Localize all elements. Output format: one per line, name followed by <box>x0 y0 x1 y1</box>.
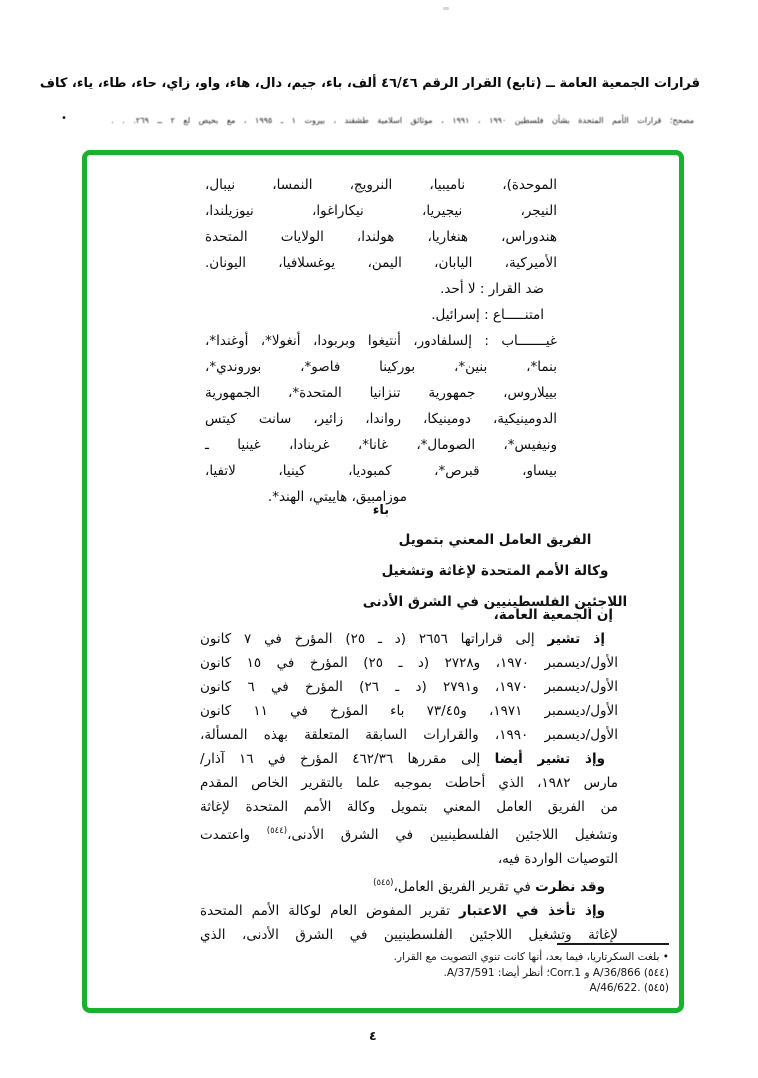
paragraph-lead: وإذ تأخذ في الاعتبار <box>458 903 605 919</box>
paragraph-line <box>200 871 618 899</box>
paragraph-text: إلى مقررها ٤٦٢/٣٦ المؤرخ في ١٦ آذار/ <box>200 751 481 767</box>
absent-label: غيـــــــاب <box>501 333 557 349</box>
in-favour-line: الموحدة)، ناميبيا، النرويج، النمسا، نيبال، <box>205 177 557 193</box>
in-favour-line: الأميركية، اليابان، اليمن، يوغسلافيا، اليونان. <box>205 255 557 271</box>
section-heading-line: الفريق العامل المعني بتمويل <box>398 532 592 548</box>
paragraph-text: تقرير المفوض العام لوكالة الأمم المتحدة <box>200 903 450 919</box>
section-letter: باء <box>372 503 390 518</box>
abstain-line: امتنـــــاع : إسرائيل. <box>431 307 544 323</box>
section-heading <box>350 525 640 618</box>
absent-line: بنما*، بنين*، بوركينا فاصو*، بوروندي*، <box>205 359 557 375</box>
absent-countries: إلسلفادور، أنتيغوا وبربودا، أنغولا*، أوغندا*، <box>205 333 472 349</box>
in-favour-line: النيجر، نيجيريا، نيكاراغوا، نيوزيلندا، <box>205 203 557 219</box>
footnotes-block <box>239 950 669 997</box>
footnote-secretariat: • بلغت السكرتاريا، فيما بعد، أنها كانت تنوي التصويت مع القرار. <box>393 951 669 963</box>
paragraph-line: الأول/ديسمبر ١٩٩٠، والقرارات السابقة المتعلقة بهذه المسألة، <box>200 727 618 743</box>
paragraph-text: واعتمدت <box>200 827 250 843</box>
absent-line <box>205 328 557 354</box>
vote-results-block <box>205 172 557 510</box>
against-line: ضد القرار : لا أحد. <box>440 281 544 297</box>
opening-line: إن الجمعية العامة، <box>493 607 613 623</box>
green-frame <box>82 150 684 1013</box>
absent-line: ونيفيس*، الصومال*، غانا*، غرينادا، غينيا ـ <box>205 437 557 453</box>
footnote-545: (٥٤٥) A/46/622.‎ <box>589 982 669 994</box>
paragraph-line: من الفريق العامل المعني بتمويل وكالة الأمم المتحدة لإغاثة <box>200 799 618 815</box>
absent-line: موزامبيق، هاييتي، الهند*. <box>267 489 407 505</box>
section-heading-line: اللاجئين الفلسطينيين في الشرق الأدنى <box>362 594 628 610</box>
paragraph-lead: إذ تشير <box>547 631 605 647</box>
paragraph-lead: وقد نظرت <box>535 879 605 895</box>
resolution-paragraphs <box>200 627 618 947</box>
paragraph-line <box>200 899 618 923</box>
paragraph-line: الأول/ديسمبر ١٩٧٠، و٢٧٢٨ (د ـ ٢٥) المؤرخ في ١٥ كانون <box>200 655 618 671</box>
paragraph-line: الأول/ديسمبر ١٩٧٠، و٢٧٩١ (د ـ ٢٦) المؤرخ في ٦ كانون <box>200 679 618 695</box>
paragraph-line: لإغاثة وتشغيل اللاجئين الفلسطينيين في الشرق الأدنى، الذي <box>200 927 618 943</box>
paragraph-line <box>200 747 618 771</box>
margin-dot: • <box>61 113 67 124</box>
paragraph-text: في تقرير الفريق العامل، <box>393 879 531 895</box>
frame-content <box>87 155 679 1008</box>
footnote-separator <box>557 943 669 945</box>
paragraph-line: مارس ١٩٨٢، الذي أحاطت بموجبه علما بالتقرير الخاص المقدم <box>200 775 618 791</box>
absent-line: الدومينيكية، دومينيكا، رواندا، زائير، سانت كيتس <box>205 411 557 427</box>
paragraph-line: التوصيات الواردة فيه، <box>497 851 618 867</box>
paragraph-lead: وإذ تشير أيضا <box>494 751 605 767</box>
footnote-ref-544: (٥٤٤) <box>266 826 288 836</box>
absent-separator: : <box>484 333 489 349</box>
header-microprint-note: مصحح؛ قرارات الأمم المتحدة بشأن فلسطين ١٩٩٠ ، ١٩٩١ ، موثائق اسلامية طشقند ، بيروت ١ ـ ١٩٩٥ ، مع بحيص لع ٢ ــ ٢٦٩. . . <box>111 116 694 125</box>
page-number: ٤ <box>369 1028 377 1043</box>
footnote-ref-545: (٥٤٥) <box>373 878 394 888</box>
absent-line: بيساو، قبرص*، كمبوديا، كينيا، لاتفيا، <box>205 463 557 479</box>
paragraph-text: وتشغيل اللاجئين الفلسطينيين في الشرق الأدنى، <box>287 827 618 843</box>
scan-speck <box>443 7 449 10</box>
paragraph-line <box>200 627 618 651</box>
page-title: قرارات الجمعية العامة ــ (تابع) القرار الرقم ٤٦/٤٦ ألف، باء، جيم، دال، هاء، واو، زاي، حاء، طاء، ياء، كاف <box>39 76 700 91</box>
section-heading-line: وكالة الأمم المتحدة لإغاثة وتشغيل <box>381 563 609 579</box>
in-favour-line: هندوراس، هنغاريا، هولندا، الولايات المتحدة <box>205 229 557 245</box>
paragraph-line <box>200 819 618 847</box>
paragraph-line: الأول/ديسمبر ١٩٧١، و٧٣/٤٥ باء المؤرخ في ١١ كانون <box>200 703 619 719</box>
paragraph-text: إلى قراراتها ٢٦٥٦ (د ـ ٢٥) المؤرخ في ٧ كانون <box>200 631 535 647</box>
absent-line: بييلاروس، جمهورية تنزانيا المتحدة*، الجمهورية <box>205 385 557 401</box>
footnote-544: (٥٤٤) A/36/866 و Corr.1؛ أنظر أيضا: A/37/591. <box>443 966 669 979</box>
